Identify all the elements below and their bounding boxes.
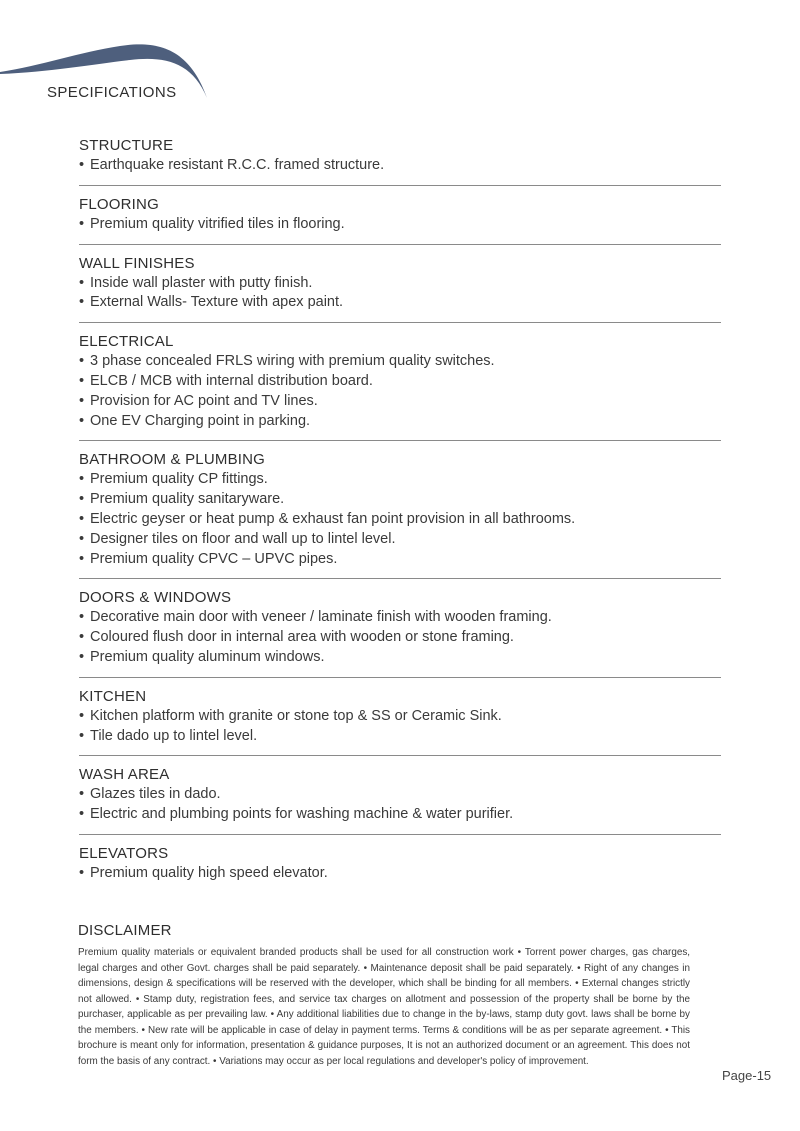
list-item: • Premium quality CP fittings. xyxy=(79,470,721,490)
section-items xyxy=(79,156,721,176)
section-title: DOORS & WINDOWS xyxy=(79,589,232,607)
list-item: • Designer tiles on floor and wall up to lintel level. xyxy=(79,530,721,550)
spec-section xyxy=(79,687,721,757)
section-title: KITCHEN xyxy=(79,687,147,705)
section-title: BATHROOM & PLUMBING xyxy=(79,451,266,469)
list-item: • Glazes tiles in dado. xyxy=(79,785,721,805)
section-title: ELEVATORS xyxy=(79,844,169,862)
page-number: Page-15 xyxy=(722,1068,772,1083)
section-title: STRUCTURE xyxy=(79,137,174,154)
page-title: SPECIFICATIONS xyxy=(47,84,177,101)
list-item: • Decorative main door with veneer / laminate finish with wooden framing. xyxy=(79,608,721,628)
section-items xyxy=(79,352,721,431)
list-item: • 3 phase concealed FRLS wiring with premium quality switches. xyxy=(79,352,721,372)
section-items xyxy=(79,707,721,747)
list-item: • Electric geyser or heat pump & exhaust fan point provision in all bathrooms. xyxy=(79,510,721,530)
list-item: • Tile dado up to lintel level. xyxy=(79,727,721,747)
section-title: WASH AREA xyxy=(79,766,170,784)
section-items xyxy=(79,215,721,235)
list-item: • External Walls- Texture with apex paint. xyxy=(79,293,721,313)
section-title: FLOORING xyxy=(79,195,159,213)
spec-section xyxy=(79,588,721,677)
list-item: • Premium quality CPVC – UPVC pipes. xyxy=(79,550,721,570)
list-item: • Premium quality high speed elevator. xyxy=(79,864,721,884)
list-item: • Inside wall plaster with putty finish. xyxy=(79,274,721,294)
section-title: WALL FINISHES xyxy=(79,254,195,272)
spec-section xyxy=(79,450,721,579)
list-item: • Earthquake resistant R.C.C. framed structure. xyxy=(79,156,721,176)
list-item: • ELCB / MCB with internal distribution board. xyxy=(79,372,721,392)
section-items xyxy=(79,470,721,569)
list-item: • Kitchen platform with granite or stone top & SS or Ceramic Sink. xyxy=(79,707,721,727)
disclaimer-block xyxy=(78,922,690,1069)
list-item: • Provision for AC point and TV lines. xyxy=(79,392,721,412)
disclaimer-title: DISCLAIMER xyxy=(78,922,172,939)
spec-section xyxy=(79,765,721,835)
section-items xyxy=(79,785,721,825)
list-item: • Coloured flush door in internal area with wooden or stone framing. xyxy=(79,628,721,648)
section-items xyxy=(79,274,721,314)
section-items xyxy=(79,608,721,667)
spec-section xyxy=(79,254,721,324)
list-item: • Electric and plumbing points for washing machine & water purifier. xyxy=(79,805,721,825)
list-item: • Premium quality vitrified tiles in flooring. xyxy=(79,215,721,235)
disclaimer-text: Premium quality materials or equivalent branded products shall be used for all construction work • Torrent power charges, gas charges, legal charges and other Govt. charges shall be paid separately. • Maintenance deposit shall be paid separately. • Right of any changes in dimensions, design & specifications will be reserved with the developer, which shall be binding for all members. • External changes strictly not allowed. • Stamp duty, registration fees, and service tax charges on allotment and possession of the property shall be borne by the purchaser, applicable as per prevailing law. • Any additional liabilities due to change in the by-laws, stamp duty govt. laws shall be borne by the members. • New rate will be applicable in case of delay in payment terms. Terms & conditions will be as per separate agreement. • This brochure is meant only for information, presentation & guidance purposes, It is not an authorized document or an agreement. This does not form the basis of any contract. • Variations may occur as per local regulations and developer's policy of improvement. xyxy=(78,947,690,1067)
list-item: • Premium quality aluminum windows. xyxy=(79,648,721,668)
list-item: • Premium quality sanitaryware. xyxy=(79,490,721,510)
section-title: ELECTRICAL xyxy=(79,333,174,351)
spec-section xyxy=(79,332,721,441)
section-items xyxy=(79,864,721,884)
spec-section xyxy=(79,195,721,245)
list-item: • One EV Charging point in parking. xyxy=(79,412,721,432)
specifications-list xyxy=(79,136,721,902)
spec-section xyxy=(79,844,721,893)
spec-section xyxy=(79,136,721,186)
